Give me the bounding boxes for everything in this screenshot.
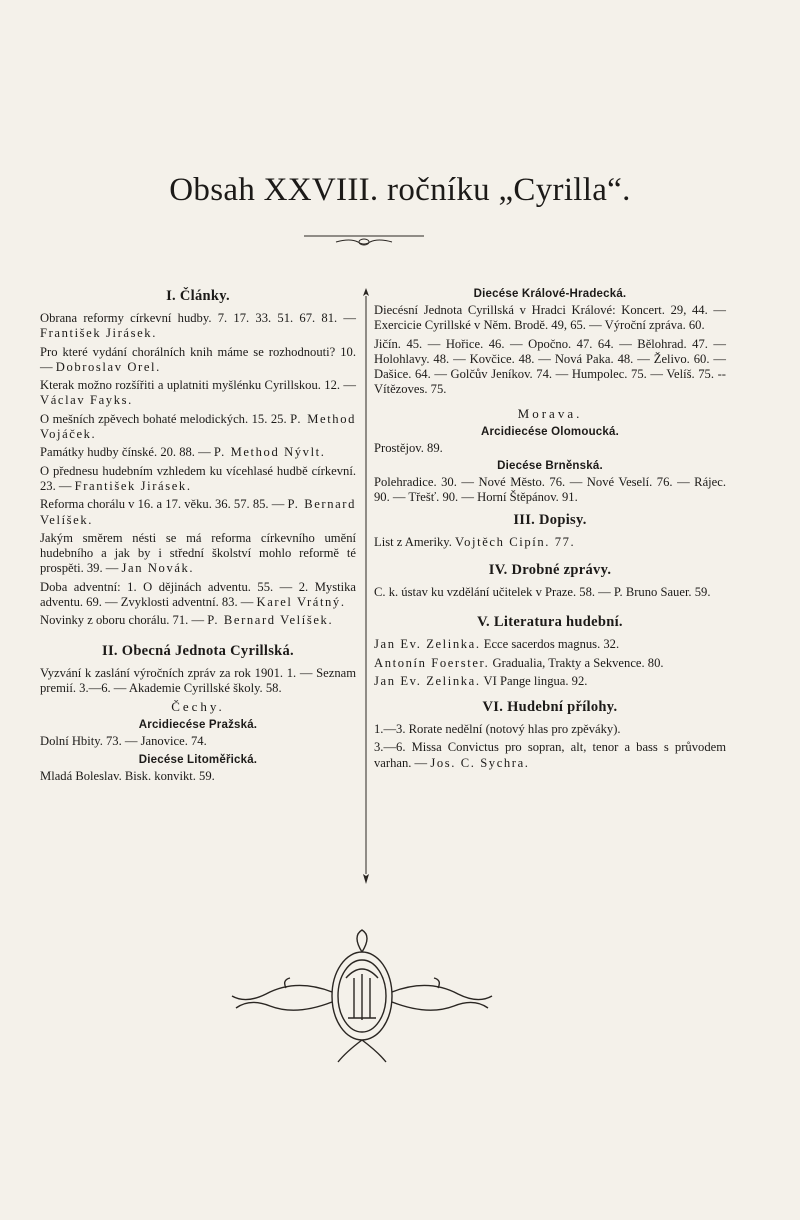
literature-entry: Jan Ev. Zelinka. VI Pange lingua. 92. (374, 673, 588, 688)
land-heading-cechy: Čechy. (171, 699, 225, 715)
letters-entry: List z Ameriky. Vojtěch Cipín. 77. (374, 534, 576, 549)
diocese-heading-brno: Diecése Brněnská. (497, 460, 603, 473)
article-entry: Jakým směrem nésti se má reforma církevního umění hudebního a jak by i střední školství mohlo reformě té prospěti. 39. — Jan Novák. (40, 530, 356, 576)
music-entry: 1.—3. Rorate nedělní (notový hlas pro zpěváky). (374, 722, 621, 737)
union-entry: Vyzvání k zaslání výročních zpráv za rok 1901. 1. — Seznam premií. 3.—6. — Akademie Cyrillské školy. 58. (40, 665, 356, 695)
praha-entry: Dolní Hbity. 73. — Janovice. 74. (40, 734, 207, 749)
article-entry: Památky hudby čínské. 20. 88. — P. Method Nývlt. (40, 445, 326, 460)
diocese-heading-praha: Arcidiecése Pražská. (138, 719, 258, 732)
article-entry: O přednesu hudebním vzhledem ku vícehlasé hudbě církevní. 23. — František Jirásek. (40, 463, 356, 493)
title-rule-ornament (300, 228, 428, 250)
article-entry: Novinky z oboru chorálu. 71. — P. Bernard Velíšek. (40, 613, 334, 628)
brno-entry: Polehradice. 30. — Nové Město. 76. — Nové Veselí. 76. — Rájec. 90. — Třešť. 90. — Horní Štěpánov. 91. (374, 475, 726, 505)
section-literature-heading: V. Literatura hudební. (477, 614, 623, 631)
literature-entry: Antonín Foerster. Gradualia, Trakty a Sekvence. 80. (374, 655, 664, 670)
litomerice-entry: Mladá Boleslav. Bisk. konvikt. 59. (40, 768, 215, 783)
page-title: Obsah XXVIII. ročníku „Cyrilla“. (169, 172, 631, 208)
article-entry: O mešních zpěvech bohaté melodických. 15. 25. P. Method Vojáček. (40, 411, 357, 442)
article-entry: Kterak možno rozšířiti a uplatniti myšlénku Cyrillskou. 12. — Václav Fayks. (40, 378, 356, 408)
diocese-heading-hradec: Diecése Králové-Hradecká. (473, 288, 627, 300)
right-column (374, 288, 726, 774)
column-divider (361, 286, 371, 886)
left-column (40, 288, 356, 787)
olomouc-entry: Prostějov. 89. (374, 440, 443, 455)
news-entry: C. k. ústav ku vzdělání učitelek v Praze. 58. — P. Bruno Sauer. 59. (374, 584, 711, 599)
music-entry: 3.—6. Missa Convictus pro sopran, alt, tenor a bass s průvodem varhan. — Jos. C. Sychra. (374, 740, 726, 770)
hradec-entry-union: Diecésní Jednota Cyrillská v Hradci Králové: Koncert. 29, 44. — Exercicie Cyrillské v Něm. Brodě. 49, 65. — Výroční zpráva. 60. (374, 303, 726, 333)
section-letters-heading: III. Dopisy. (513, 511, 587, 528)
literature-entry: Jan Ev. Zelinka. Ecce sacerdos magnus. 32. (374, 637, 620, 652)
article-entry: Reforma chorálu v 16. a 17. věku. 36. 57. 85. — P. Bernard Velíšek. (40, 497, 357, 527)
section-union-heading: II. Obecná Jednota Cyrillská. (102, 642, 294, 659)
land-heading-morava: Morava. (517, 405, 583, 421)
article-entry: Obrana reformy církevní hudby. 7. 17. 33. 51. 67. 81. — František Jirásek. (40, 311, 356, 341)
article-entry: Doba adventní: 1. O dějinách adventu. 55. — 2. Mystika adventu. 69. — Zvyklosti adventní. 83. — Karel Vrátný. (40, 579, 356, 610)
lyre-ornament-icon (226, 926, 498, 1066)
hradec-entry-places: Jičín. 45. — Hořice. 46. — Opočno. 47. 64. — Bělohrad. 47. — Holohlavy. 48. — Kovčice. 48. — Nová Paka. 48. — Želivo. 60. — Dašice. 64. — Golčův Jeníkov. 74. — Humpolec. 75. — Velíš. 75. -- Vítězoves. 75. (374, 336, 726, 397)
section-news-heading: IV. Drobné zprávy. (488, 561, 612, 578)
section-articles-heading: I. Články. (166, 288, 230, 304)
section-music-heading: VI. Hudební přílohy. (482, 699, 618, 716)
diocese-heading-litomerice: Diecése Litoměřická. (138, 753, 258, 766)
diocese-heading-olomouc: Arcidiecése Olomoucká. (481, 425, 619, 438)
article-entry: Pro které vydání chorálních knih máme se rozhodnouti? 10. — Dobroslav Orel. (40, 344, 356, 374)
